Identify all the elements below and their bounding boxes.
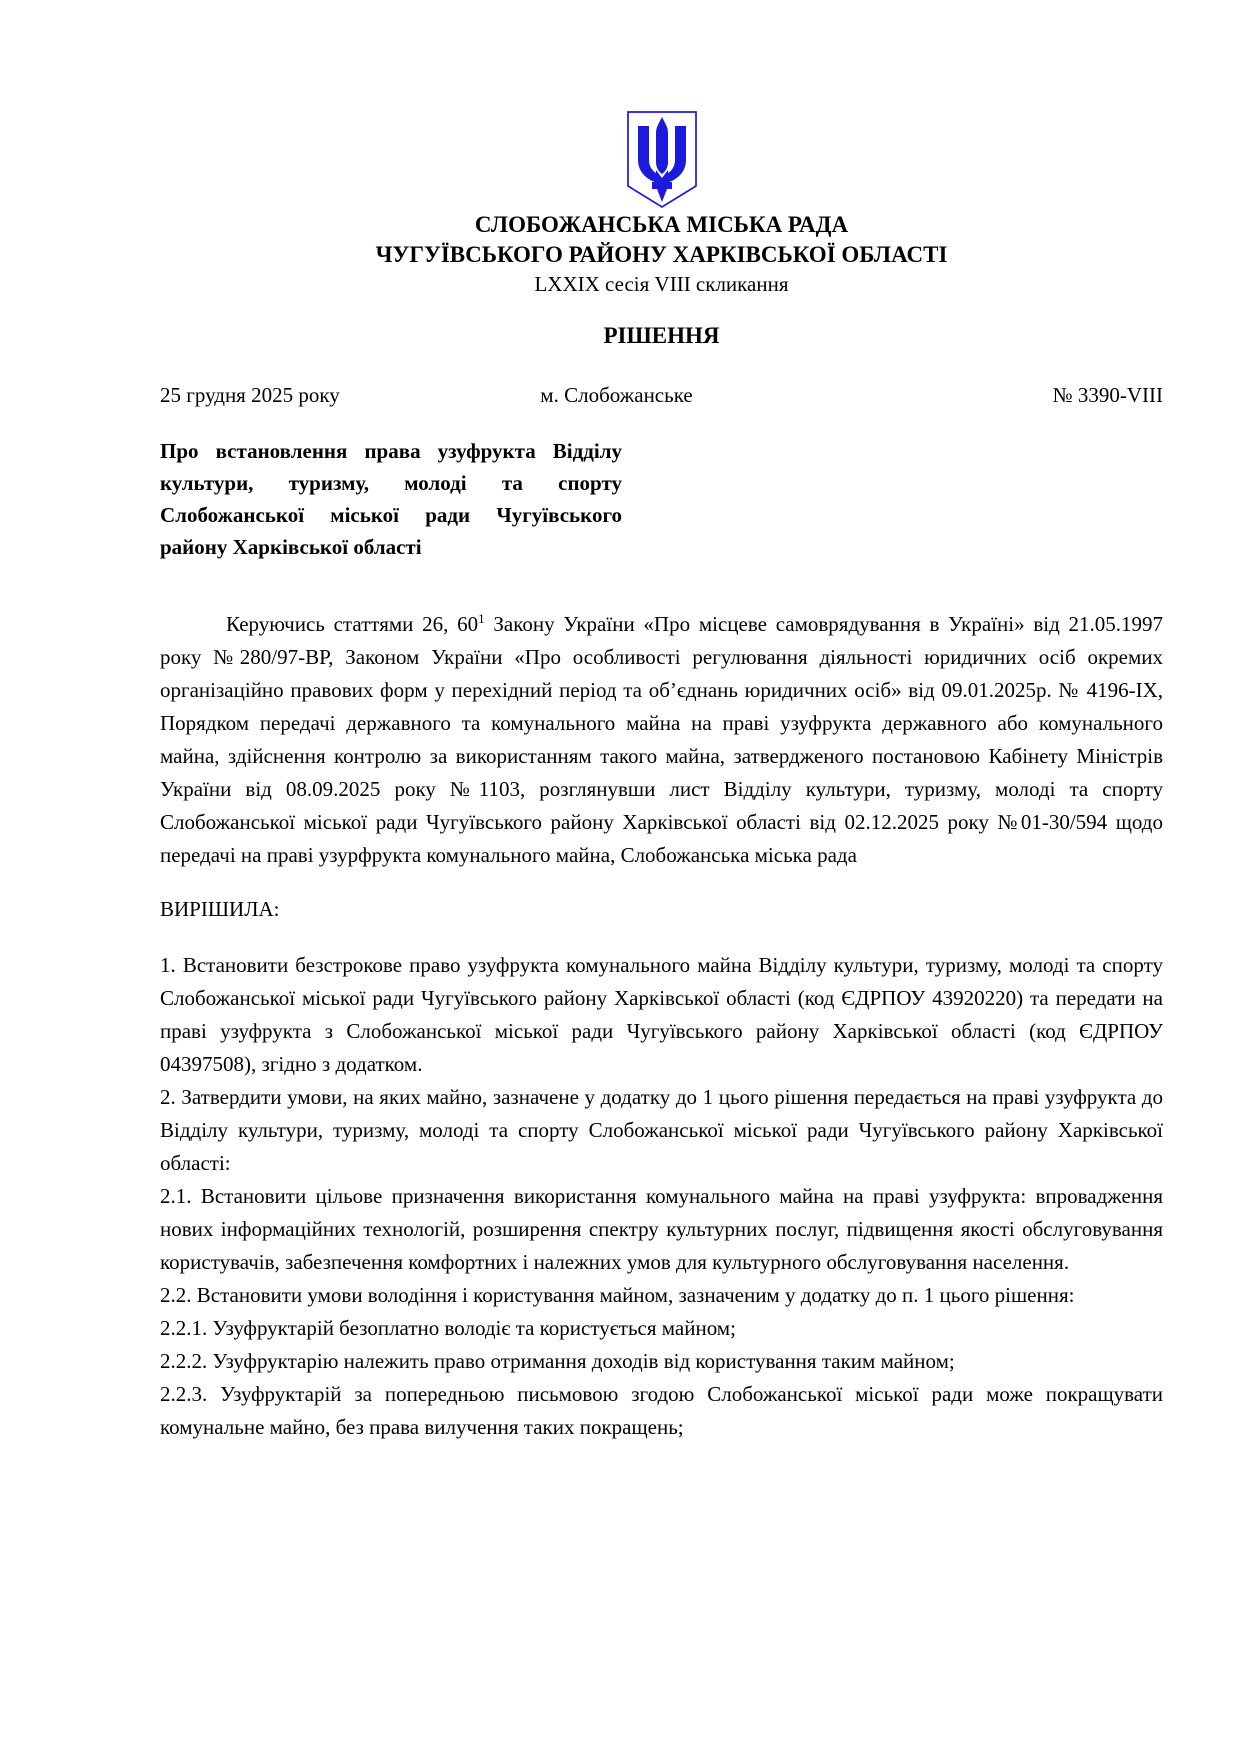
resolved-heading: ВИРІШИЛА: bbox=[160, 897, 280, 921]
document-place: м. Слобожанське bbox=[540, 383, 693, 407]
meta-row bbox=[160, 381, 1163, 409]
document-subject: Про встановлення права узуфрукта Відділу культури, туризму, молоді та спорту Слобожанської міської ради Чугуївського району Харківської області bbox=[160, 439, 622, 559]
preamble-text-after-superscript: Закону України «Про місцеве самоврядування в Україні» від 21.05.1997 року №280/97-ВР, Законом України «Про особливості регулювання діяльності юридичних осіб окремих організаційно правових форм у перехідний період та об’єднань юридичних осіб» від 09.01.2025р. № 4196-IX, Порядком передачі державного та комунального майна на праві узуфрукта державного або комунального майна, здійснення контролю за використанням такого майна, затвердженого постановою Кабінету Міністрів України від 08.09.2025 року №1103, розглянувши лист Відділу культури, туризму, молоді та спорту Слобожанської міської ради Чугуївського району Харківської області від 02.12.2025 року №01-30/594 щодо передачі на праві узурфрукта комунального майна, Слобожанська міська рада bbox=[160, 612, 1164, 867]
decision-item-2-2-3: 2.2.3. Узуфруктарій за попередньою письмовою згодою Слобожанської міської ради може покращувати комунальне майно, без права вилучення таких покращень; bbox=[160, 1382, 1163, 1439]
document-type-title: РІШЕННЯ bbox=[603, 323, 720, 348]
decision-item-2: 2. Затвердити умови, на яких майно, зазначене у додатку до 1 цього рішення передається на праві узуфрукта до Відділу культури, туризму, молоді та спорту Слобожанської міської ради Чугуївського району Харківської області: bbox=[160, 1085, 1163, 1175]
article-superscript: 1 bbox=[478, 611, 485, 626]
decision-item-2-2: 2.2. Встановити умови володіння і користування майном, зазначеним у додатку до п. 1 цього рішення: bbox=[160, 1283, 1075, 1307]
document-header bbox=[160, 110, 1163, 349]
decision-items bbox=[160, 949, 1163, 1444]
document-date: 25 грудня 2025 року bbox=[160, 383, 340, 407]
decision-item-2-2-1: 2.2.1. Узуфруктарій безоплатно володіє та користується майном; bbox=[160, 1316, 736, 1340]
decision-item-1: 1. Встановити безстрокове право узуфрукта комунального майна Відділу культури, туризму, молоді та спорту Слобожанської міської ради Чугуївського району Харківської області (код ЄДРПОУ 43920220) та передати на праві узуфрукта з Слобожанської міської ради Чугуївського району Харківської області (код ЄДРПОУ 04397508), згідно з додатком. bbox=[160, 953, 1163, 1076]
org-name-line-2: ЧУГУЇВСЬКОГО РАЙОНУ ХАРКІВСЬКОЇ ОБЛАСТІ bbox=[375, 242, 948, 267]
org-name-line-1: СЛОБОЖАНСЬКА МІСЬКА РАДА bbox=[474, 212, 849, 237]
emblem-container bbox=[160, 110, 1163, 210]
document-number: № 3390-VIII bbox=[1052, 383, 1163, 407]
preamble-paragraph bbox=[160, 608, 1163, 872]
decision-item-2-2-2: 2.2.2. Узуфруктарію належить право отримання доходів від користування таким майном; bbox=[160, 1349, 955, 1373]
preamble-text-before-superscript: Керуючись статтями 26, 60 bbox=[226, 612, 479, 636]
decision-item-2-1: 2.1. Встановити цільове призначення використання комунального майна на праві узуфрукта: впровадження нових інформаційних технологій, розширення спектру культурних послуг, підвищення якості обслуговування користувачів, забезпечення комфортних і належних умов для культурного обслуговування населення. bbox=[160, 1184, 1163, 1274]
session-line: LXXIX сесія VIII скликання bbox=[534, 272, 789, 296]
tryzub-coat-of-arms-icon bbox=[624, 110, 700, 210]
